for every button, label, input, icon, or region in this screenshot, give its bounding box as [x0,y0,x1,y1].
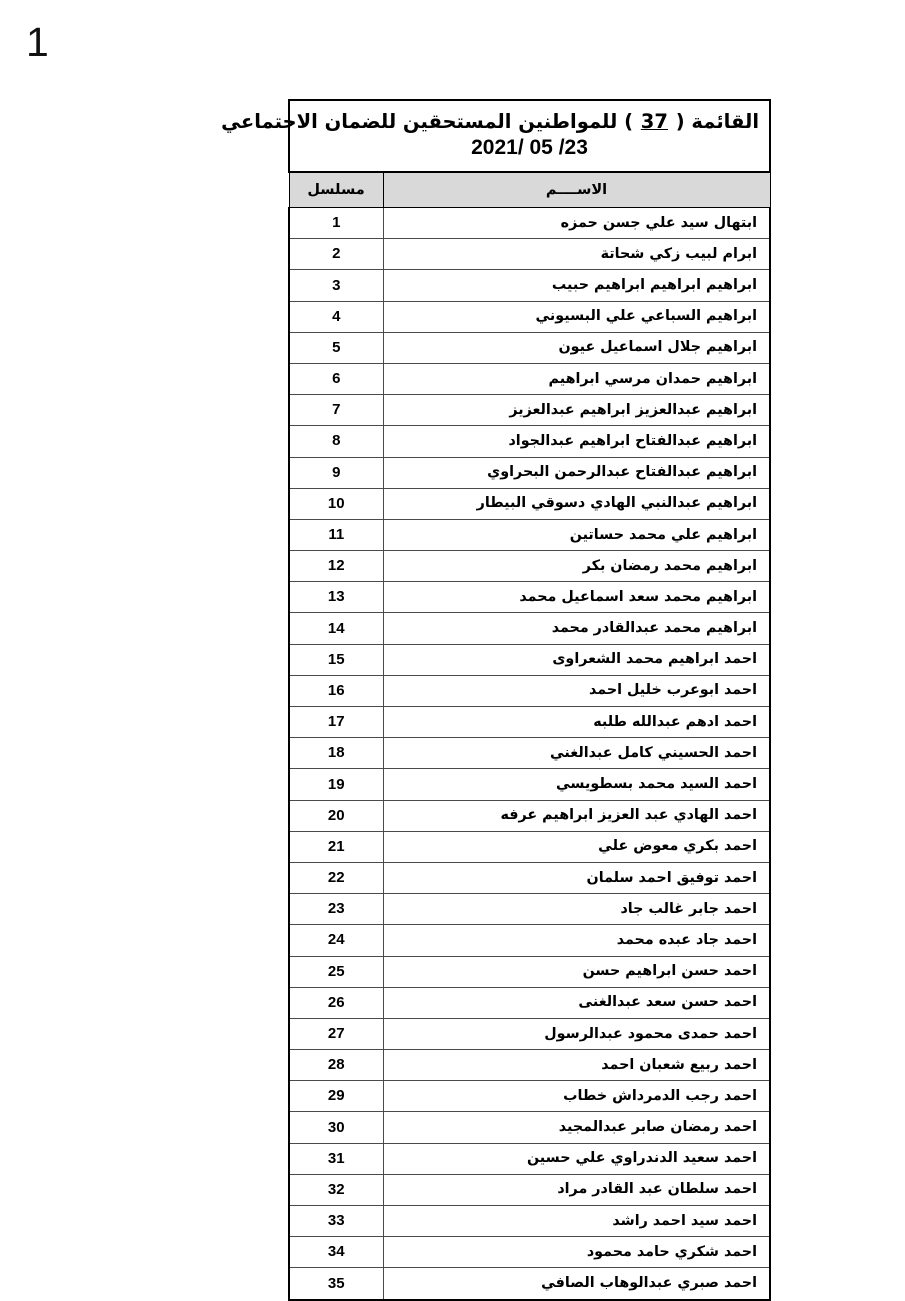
cell-name: احمد توفيق احمد سلمان [383,862,770,893]
table-row [289,644,770,675]
cell-serial: 26 [289,987,383,1018]
cell-name: احمد صبري عبدالوهاب الصافي [383,1268,770,1300]
cell-name: احمد ربيع شعبان احمد [383,1050,770,1081]
table-row [289,208,770,239]
cell-serial: 5 [289,332,383,363]
cell-serial: 3 [289,270,383,301]
cell-name: ابراهيم السباعي علي البسيوني [383,301,770,332]
table-row [289,301,770,332]
table-title-row [289,100,770,172]
page-number: 1 [26,19,49,65]
table-row [289,332,770,363]
cell-serial: 14 [289,613,383,644]
cell-name: احمد سيد احمد راشد [383,1206,770,1237]
cell-name: احمد ادهم عبدالله طلبه [383,707,770,738]
table-row [289,1237,770,1268]
cell-name: احمد شكري حامد محمود [383,1237,770,1268]
table-row [289,800,770,831]
cell-serial: 21 [289,831,383,862]
cell-name: احمد حمدى محمود عبدالرسول [383,1018,770,1049]
cell-name: ابراهيم محمد سعد اسماعيل محمد [383,582,770,613]
table-row [289,831,770,862]
table-row [289,894,770,925]
cell-serial: 15 [289,644,383,675]
table-row [289,675,770,706]
table-body [289,208,770,1300]
table-header-row [289,172,770,208]
table-row [289,1112,770,1143]
table-title-cell [221,100,770,172]
cell-serial: 35 [289,1268,383,1300]
cell-serial: 25 [289,956,383,987]
beneficiaries-table [221,99,771,1301]
cell-serial: 29 [289,1081,383,1112]
cell-serial: 18 [289,738,383,769]
table-row [289,613,770,644]
cell-name: ابراهيم حمدان مرسي ابراهيم [383,363,770,394]
cell-serial: 1 [289,208,383,239]
cell-serial: 34 [289,1237,383,1268]
table-row [289,457,770,488]
table-row [289,956,770,987]
table-row [289,1174,770,1205]
cell-serial: 19 [289,769,383,800]
cell-name: احمد سعيد الدندراوي علي حسين [383,1143,770,1174]
table-row [289,582,770,613]
table-row [289,738,770,769]
table-row [289,488,770,519]
cell-serial: 7 [289,395,383,426]
cell-name: احمد السيد محمد بسطويسي [383,769,770,800]
cell-name: ابراهيم علي محمد حساتين [383,519,770,550]
cell-serial: 17 [289,707,383,738]
cell-name: احمد ابراهيم محمد الشعراوى [383,644,770,675]
table-row [289,925,770,956]
list-title [221,110,760,134]
cell-name: احمد رجب الدمرداش خطاب [383,1081,770,1112]
table-row [289,426,770,457]
cell-name: ابراهيم عبدالفتاح عبدالرحمن البحراوي [383,457,770,488]
column-header-serial: مسلسل [289,172,383,208]
table-row [289,1018,770,1049]
cell-name: احمد سلطان عبد القادر مراد [383,1174,770,1205]
table-row [289,1206,770,1237]
cell-name: احمد الهادي عبد العزيز ابراهيم عرفه [383,800,770,831]
table-row [289,987,770,1018]
cell-name: ابراهيم محمد عبدالقادر محمد [383,613,770,644]
table-row [289,270,770,301]
table-row [289,519,770,550]
cell-name: احمد حسن سعد عبدالغنى [383,987,770,1018]
table-row [289,769,770,800]
cell-name: ابراهيم عبدالفتاح ابراهيم عبدالجواد [383,426,770,457]
cell-serial: 33 [289,1206,383,1237]
list-number: 37 [640,110,668,133]
table-row [289,1143,770,1174]
cell-serial: 8 [289,426,383,457]
cell-name: احمد حسن ابراهيم حسن [383,956,770,987]
table-row [289,395,770,426]
cell-serial: 27 [289,1018,383,1049]
cell-serial: 12 [289,551,383,582]
table-row [289,239,770,270]
cell-name: ابراهيم محمد رمضان بكر [383,551,770,582]
cell-name: احمد رمضان صابر عبدالمجيد [383,1112,770,1143]
table-row [289,707,770,738]
cell-name: ابتهال سيد علي جسن حمزه [383,208,770,239]
cell-serial: 23 [289,894,383,925]
cell-serial: 4 [289,301,383,332]
table-row [289,1268,770,1300]
cell-serial: 31 [289,1143,383,1174]
cell-serial: 24 [289,925,383,956]
cell-name: ابراهيم عبدالنبي الهادي دسوقي البيطار [383,488,770,519]
column-header-name: الاســــم [383,172,770,208]
table-row [289,1081,770,1112]
cell-name: احمد جابر غالب جاد [383,894,770,925]
table-row [289,363,770,394]
cell-serial: 13 [289,582,383,613]
cell-serial: 32 [289,1174,383,1205]
table-row [289,551,770,582]
list-date: 2021/ 05 /23 [471,135,588,159]
cell-serial: 10 [289,488,383,519]
cell-serial: 22 [289,862,383,893]
list-title-prefix: القائمة ( [668,110,760,133]
cell-serial: 20 [289,800,383,831]
cell-name: ابراهيم جلال اسماعيل عيون [383,332,770,363]
cell-name: ابرام لبيب زكي شحاتة [383,239,770,270]
cell-serial: 9 [289,457,383,488]
cell-serial: 16 [289,675,383,706]
cell-name: احمد ابوعرب خليل احمد [383,675,770,706]
cell-name: احمد جاد عبده محمد [383,925,770,956]
cell-serial: 2 [289,239,383,270]
table-row [289,862,770,893]
cell-name: احمد بكري معوض علي [383,831,770,862]
cell-serial: 28 [289,1050,383,1081]
cell-name: ابراهيم ابراهيم ابراهيم حبيب [383,270,770,301]
cell-name: احمد الحسيني كامل عبدالغني [383,738,770,769]
table-row [289,1050,770,1081]
cell-name: ابراهيم عبدالعزيز ابراهيم عبدالعزيز [383,395,770,426]
cell-serial: 30 [289,1112,383,1143]
cell-serial: 11 [289,519,383,550]
cell-serial: 6 [289,363,383,394]
list-title-suffix: ) للمواطنين المستحقين للضمان الاجتماعي [221,110,640,133]
